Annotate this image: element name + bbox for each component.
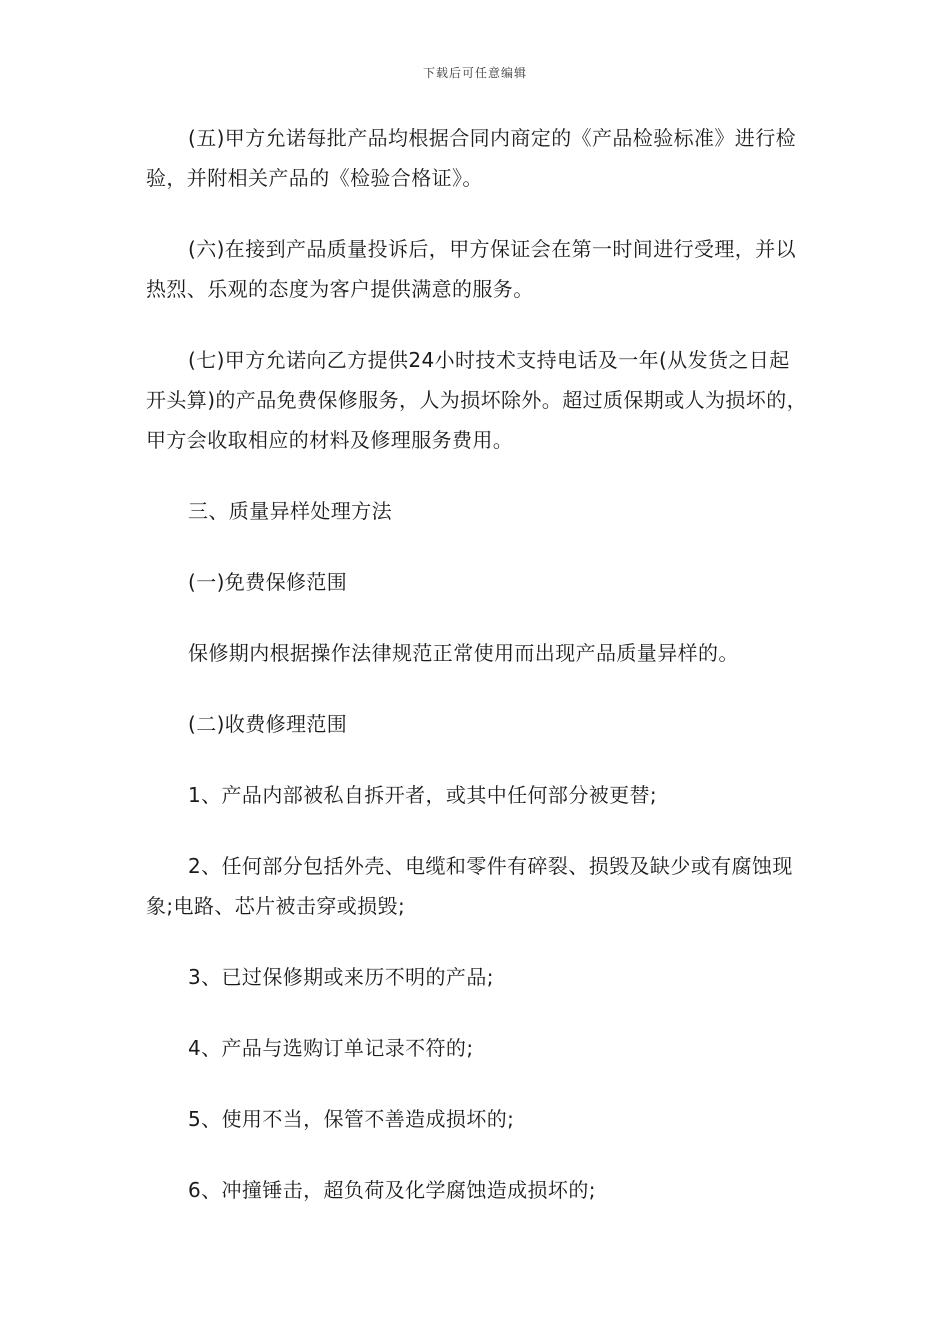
list-item-3: 3、已过保修期或来历不明的产品; <box>188 965 494 989</box>
subheading-free-repair: (一)免费保修范围 <box>188 570 348 594</box>
list-item-1: 1、产品内部被私自拆开者，或其中任何部分被更替; <box>188 783 658 807</box>
section-heading-quality-handling: 三、质量异样处理方法 <box>188 499 392 523</box>
paragraph-6-complaints: (六)在接到产品质量投诉后，甲方保证会在第一时间进行受理，并以热烈、乐观的态度为客户提供满意的服务。 <box>146 237 797 301</box>
paragraph-free-repair-scope: 保修期内根据操作法律规范正常使用而出现产品质量异样的。 <box>188 641 739 665</box>
list-item-6: 6、冲撞锤击，超负荷及化学腐蚀造成损坏的; <box>188 1178 596 1202</box>
page-header-note: 下载后可任意编辑 <box>422 66 527 80</box>
document-body <box>146 118 810 1241</box>
list-item-5: 5、使用不当，保管不善造成损坏的; <box>188 1107 515 1131</box>
paragraph-5-inspection: (五)甲方允诺每批产品均根据合同内商定的《产品检验标准》进行检验，并附相关产品的《检验合格证》。 <box>146 126 797 190</box>
paragraph-7-warranty: (七)甲方允诺向乙方提供24小时技术支持电话及一年(从发货之日起开头算)的产品免费保修服务，人为损坏除外。超过质保期或人为损坏的，甲方会收取相应的材料及修理服务费用。 <box>146 348 808 452</box>
subheading-paid-repair: (二)收费修理范围 <box>188 712 348 736</box>
list-item-2: 2、任何部分包括外壳、电缆和零件有碎裂、损毁及缺少或有腐蚀现象;电路、芯片被击穿或损毁; <box>146 854 793 918</box>
list-item-4: 4、产品与选购订单记录不符的; <box>188 1036 474 1060</box>
